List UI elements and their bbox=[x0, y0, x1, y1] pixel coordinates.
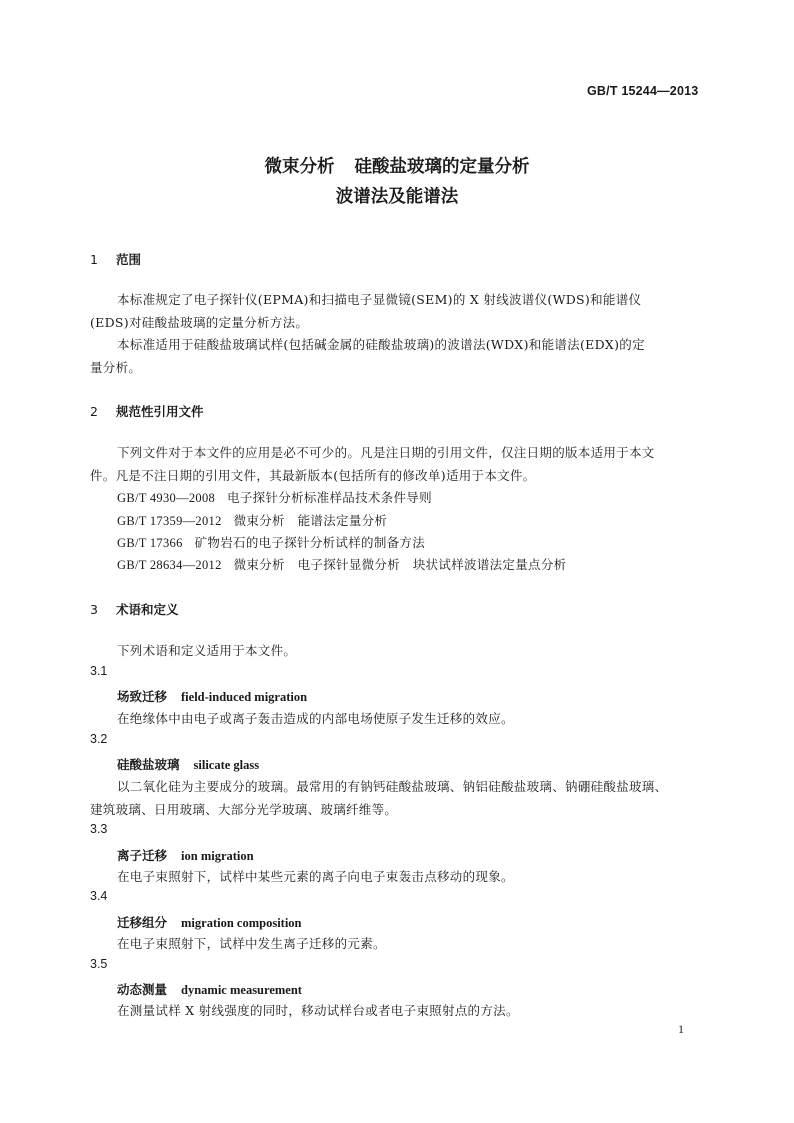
reference-item bbox=[117, 531, 425, 555]
terms-intro: 下列术语和定义适用于本文件。 bbox=[117, 643, 297, 658]
section-number: 1 bbox=[90, 252, 98, 267]
section-title: 范围 bbox=[116, 252, 142, 267]
section-number: 3 bbox=[90, 602, 98, 617]
reference-code: GB/T 17366 bbox=[117, 536, 183, 550]
term-english: field-induced migration bbox=[181, 690, 308, 704]
scope-para2-line2: 量分析。 bbox=[90, 360, 142, 375]
term-heading bbox=[117, 912, 302, 931]
title-part2: 硅酸盐玻璃的定量分析 bbox=[354, 157, 530, 177]
term-english: dynamic measurement bbox=[181, 983, 302, 997]
references-intro-line1: 下列文件对于本文件的应用是必不可少的。凡是注日期的引用文件，仅注日期的版本适用于本文 bbox=[117, 445, 655, 460]
title-part1: 微束分析 bbox=[264, 157, 335, 177]
scope-para2-line1: 本标准适用于硅酸盐玻璃试样(包括碱金属的硅酸盐玻璃)的波谱法(WDX)和能谱法(EDX)的定 bbox=[117, 337, 645, 352]
term-number: 3.4 bbox=[90, 889, 108, 903]
scope-para1-line2: (EDS)对硅酸盐玻璃的定量分析方法。 bbox=[90, 315, 309, 330]
term-chinese: 动态测量 bbox=[117, 982, 168, 997]
term-chinese: 场致迁移 bbox=[117, 689, 168, 704]
term-definition: 以二氧化硅为主要成分的玻璃。最常用的有钠钙硅酸盐玻璃、钠铝硅酸盐玻璃、钠硼硅酸盐玻璃、 bbox=[117, 779, 668, 794]
reference-title: 微束分析 能谱法定量分析 bbox=[233, 513, 388, 528]
term-heading bbox=[117, 845, 254, 864]
reference-item bbox=[117, 553, 566, 577]
reference-title: 电子探针分析标准样品技术条件导则 bbox=[227, 490, 432, 505]
term-number: 3.2 bbox=[90, 732, 108, 746]
reference-code: GB/T 17359—2012 bbox=[117, 514, 222, 528]
term-english: ion migration bbox=[181, 849, 254, 863]
document-title-line2: 波谱法及能谱法 bbox=[335, 187, 459, 207]
reference-item bbox=[117, 509, 387, 533]
term-chinese: 迁移组分 bbox=[117, 915, 168, 930]
term-english: silicate glass bbox=[193, 758, 260, 772]
term-chinese: 硅酸盐玻璃 bbox=[117, 757, 180, 772]
term-definition-cont: 建筑玻璃、日用玻璃、大部分光学玻璃、玻璃纤维等。 bbox=[90, 802, 398, 817]
term-number: 3.1 bbox=[90, 664, 108, 678]
term-definition: 在电子束照射下，试样中发生离子迁移的元素。 bbox=[117, 936, 386, 951]
section-heading-references bbox=[90, 402, 204, 420]
term-definition: 在测量试样 X 射线强度的同时，移动试样台或者电子束照射点的方法。 bbox=[117, 1003, 519, 1018]
term-chinese: 离子迁移 bbox=[117, 848, 168, 863]
standard-id: GB/T 15244—2013 bbox=[587, 84, 699, 98]
section-title: 术语和定义 bbox=[116, 602, 179, 617]
references-intro-line2: 件。凡是不注日期的引用文件，其最新版本(包括所有的修改单)适用于本文件。 bbox=[90, 468, 536, 483]
reference-code: GB/T 4930—2008 bbox=[117, 491, 216, 505]
reference-title: 微束分析 电子探针显微分析 块状试样波谱法定量点分析 bbox=[233, 557, 567, 572]
section-number: 2 bbox=[90, 404, 98, 419]
term-definition: 在绝缘体中由电子或离子轰击造成的内部电场使原子发生迁移的效应。 bbox=[117, 711, 514, 726]
term-heading bbox=[117, 686, 307, 705]
reference-title: 矿物岩石的电子探针分析试样的制备方法 bbox=[194, 535, 426, 550]
term-definition: 在电子束照射下，试样中某些元素的离子向电子束轰击点移动的现象。 bbox=[117, 869, 514, 884]
term-heading bbox=[117, 754, 259, 773]
term-heading bbox=[117, 979, 302, 998]
scope-para1-line1: 本标准规定了电子探针仪(EPMA)和扫描电子显微镜(SEM)的 X 射线波谱仪(WDS)和能谱仪 bbox=[117, 292, 642, 307]
reference-item bbox=[117, 486, 432, 510]
term-number: 3.3 bbox=[90, 822, 108, 836]
term-english: migration composition bbox=[181, 916, 302, 930]
reference-code: GB/T 28634—2012 bbox=[117, 558, 222, 572]
page-number: 1 bbox=[678, 1022, 684, 1036]
term-number: 3.5 bbox=[90, 957, 108, 971]
section-heading-terms bbox=[90, 600, 179, 618]
document-title-line1 bbox=[0, 153, 794, 178]
section-title: 规范性引用文件 bbox=[116, 404, 204, 419]
section-heading-scope bbox=[90, 250, 141, 268]
